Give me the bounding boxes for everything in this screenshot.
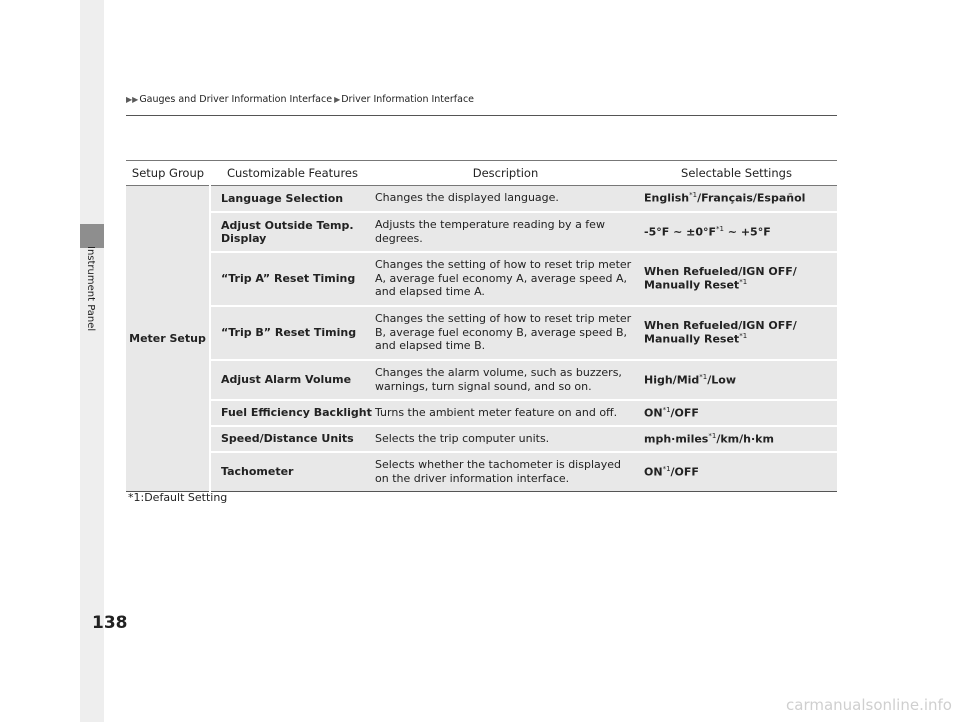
description-cell: Changes the alarm volume, such as buzzers, warnings, turn signal sound, and so on. (375, 360, 636, 400)
settings-cell: High/Mid$^{*1}$/Low (636, 360, 837, 400)
footnote: *1:Default Setting (128, 491, 228, 504)
description-cell: Changes the setting of how to reset trip meter A, average fuel economy A, average speed A, and elapsed time A. (375, 252, 636, 306)
table-row (126, 426, 837, 452)
description-cell: Changes the setting of how to reset trip meter B, average fuel economy B, average speed B, and elapsed time B. (375, 306, 636, 360)
table-row (126, 252, 837, 306)
feature-cell: Speed/Distance Units (210, 426, 375, 452)
feature-cell: Language Selection (210, 186, 375, 212)
side-tab-label: Instrument Panel (85, 246, 96, 332)
header-description: Description (375, 161, 636, 186)
header-settings: Selectable Settings (636, 161, 837, 186)
table-row (126, 452, 837, 492)
breadcrumb-parent[interactable]: Gauges and Driver Information Interface (139, 94, 333, 105)
header-setup-group: Setup Group (126, 161, 210, 186)
breadcrumb (126, 94, 476, 105)
page-number: 138 (92, 613, 128, 633)
description-cell: Selects whether the tachometer is displayed on the driver information interface. (375, 452, 636, 492)
description-cell: Changes the displayed language. (375, 186, 636, 212)
feature-cell: Tachometer (210, 452, 375, 492)
table-row (126, 360, 837, 400)
header-divider (126, 115, 837, 116)
settings-table (126, 160, 837, 492)
description-cell: Turns the ambient meter feature on and off. (375, 400, 636, 426)
watermark: carmanualsonline.info (786, 696, 952, 714)
settings-cell: ON$^{*1}$/OFF (636, 400, 837, 426)
table-row (126, 186, 837, 212)
description-cell: Adjusts the temperature reading by a few degrees. (375, 212, 636, 252)
table-header-row (126, 161, 837, 186)
feature-cell: “Trip A” Reset Timing (210, 252, 375, 306)
header-features: Customizable Features (210, 161, 375, 186)
settings-cell: -5°F ~ $\pm 0^\circ F^{*1}$ ~ +5°F (636, 212, 837, 252)
settings-cell: English$^{*1}$/Français/Español (636, 186, 837, 212)
feature-cell: Fuel Efficiency Backlight (210, 400, 375, 426)
feature-cell: Adjust Outside Temp. Display (210, 212, 375, 252)
settings-cell: When Refueled/IGN OFF/ Manually Reset$^{*1}$ (636, 252, 837, 306)
side-tab-marker (80, 224, 104, 248)
settings-cell: mph·miles$^{*1}$/km/h·km (636, 426, 837, 452)
table-row (126, 306, 837, 360)
double-arrow-icon: ▶▶ (126, 95, 139, 104)
feature-cell: “Trip B” Reset Timing (210, 306, 375, 360)
settings-cell: When Refueled/IGN OFF/ Manually Reset$^{*1}$ (636, 306, 837, 360)
arrow-icon: ▶ (334, 95, 341, 104)
settings-cell: ON$^{*1}$/OFF (636, 452, 837, 492)
breadcrumb-current: Driver Information Interface (341, 94, 475, 105)
setup-group-cell: Meter Setup (126, 186, 210, 492)
feature-cell: Adjust Alarm Volume (210, 360, 375, 400)
description-cell: Selects the trip computer units. (375, 426, 636, 452)
table-row (126, 400, 837, 426)
table-row (126, 212, 837, 252)
